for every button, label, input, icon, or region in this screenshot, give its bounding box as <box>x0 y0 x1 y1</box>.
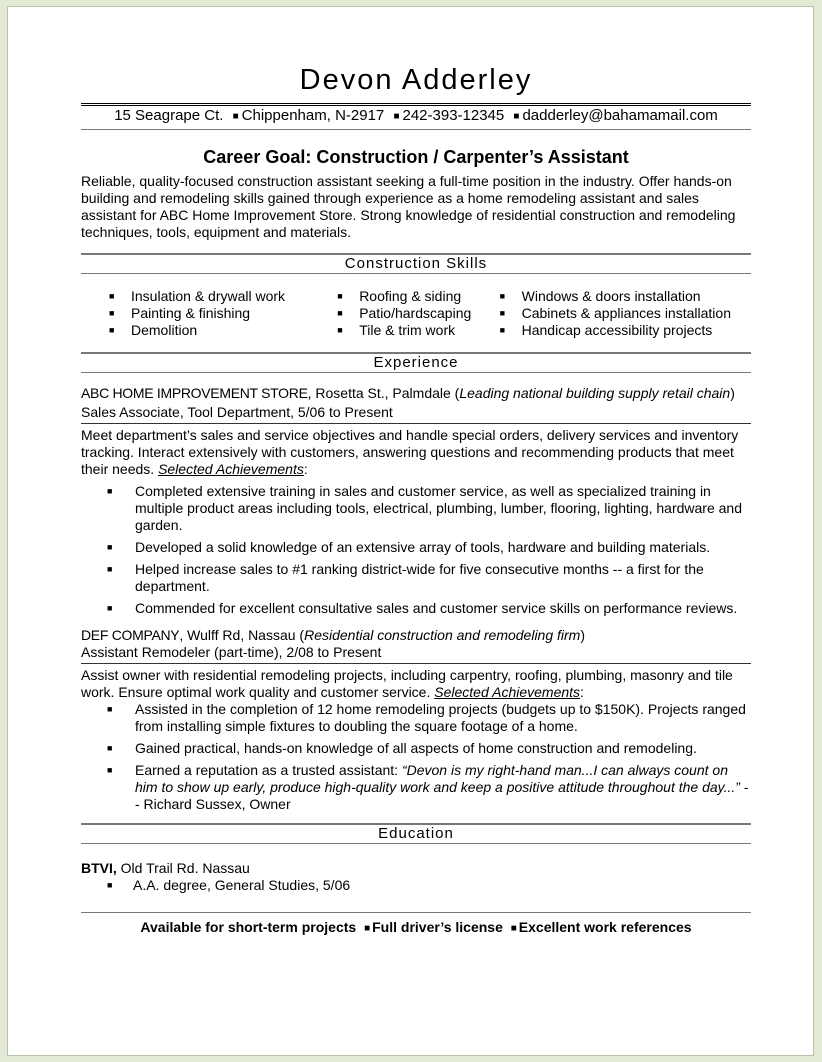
achievement-item: ■ Gained practical, hands-on knowledge of all aspects of home construction and remodeling. <box>107 740 697 756</box>
contact-line <box>81 107 751 126</box>
job-entry <box>81 385 751 617</box>
square-bullet-icon: ■ <box>107 542 113 552</box>
square-bullet-icon: ■ <box>107 603 113 613</box>
email: dadderley@bahamamail.com <box>522 107 718 124</box>
job-summary: Meet department’s sales and service objectives and handle special orders, delivery services and inventory tracking. Interact extensively with customers, answering questions and recommending products that meet their needs. Selected Achievements: <box>81 427 739 477</box>
section-title: Experience <box>373 354 459 371</box>
square-bullet-icon: ■ <box>337 308 343 318</box>
company-description: Residential construction and remodeling firm <box>304 627 581 643</box>
skills-column <box>81 288 337 339</box>
square-bullet-icon: ■ <box>107 765 113 775</box>
job-employer: DEF COMPANY, Wulff Rd, Nassau (Residential construction and remodeling firm) <box>81 627 586 643</box>
company-name: DEF COMPANY <box>81 627 180 643</box>
testimonial-author: -- Richard Sussex, Owner <box>135 779 749 812</box>
company-name: ABC HOME IMPROVEMENT STORE <box>81 385 308 401</box>
header-divider <box>81 103 751 106</box>
skill-item: ■ Demolition <box>109 322 198 338</box>
school-name: BTVI, <box>81 860 117 876</box>
achievement-item: ■ Assisted in the completion of 12 home remodeling projects (budgets up to $150K). Projects ranged from installing simple fixtures to doubling the square footage of a home. <box>107 701 746 734</box>
square-bullet-icon: ■ <box>364 923 371 934</box>
square-bullet-icon: ■ <box>393 111 400 122</box>
square-bullet-icon: ■ <box>109 291 115 301</box>
career-goal-summary: Reliable, quality-focused construction assistant seeking a full-time position in the industry. Offer hands-on building and remodeling skills gained through experience as a home remodeling assistant and sales assistant for ABC Home Improvement Store. Strong knowledge of residential construction and remodeling techniques, tools, equipment and materials. <box>81 173 736 240</box>
skills-column <box>500 288 751 339</box>
section-title: Construction Skills <box>344 255 488 272</box>
square-bullet-icon: ■ <box>232 111 239 122</box>
job-dates: , 2/08 to Present <box>278 644 382 660</box>
square-bullet-icon: ■ <box>107 880 113 890</box>
experience-section-header <box>81 352 751 373</box>
square-bullet-icon: ■ <box>510 923 517 934</box>
achievement-item: ■ Completed extensive training in sales and customer service, as well as specialized training in multiple product areas including tools, electrical, plumbing, lumber, flooring, lighting, hardware and garden. <box>107 483 742 533</box>
achievements-label: Selected Achievements <box>434 684 581 700</box>
company-description: Leading national building supply retail chain <box>459 385 731 401</box>
skill-item: ■ Handicap accessibility projects <box>499 322 713 338</box>
job-divider <box>81 423 751 424</box>
section-title: Education <box>378 825 454 842</box>
career-goal-title: Career Goal: Construction / Carpenter’s Assistant <box>203 147 629 167</box>
city: Chippenham, N-2917 <box>241 107 385 124</box>
square-bullet-icon: ■ <box>109 308 115 318</box>
square-bullet-icon: ■ <box>337 325 343 335</box>
document-page <box>7 6 814 1056</box>
achievement-item: ■ Earned a reputation as a trusted assistant: “Devon is my right-hand man...I can always count on him to show up early, produce high-quality work and keep a positive attitude throughout the day...” -- Richard Sussex, Owner <box>107 762 749 812</box>
skill-item: ■ Tile & trim work <box>337 322 456 338</box>
job-role <box>81 404 751 421</box>
skill-item: ■ Painting & finishing <box>109 305 251 321</box>
skill-item: ■ Cabinets & appliances installation <box>499 305 731 321</box>
education-section-header <box>81 823 751 844</box>
skills-list <box>81 288 751 339</box>
square-bullet-icon: ■ <box>107 486 113 496</box>
contact-divider <box>81 129 751 130</box>
phone: 242-393-12345 <box>402 107 505 124</box>
achievement-item: ■ Commended for excellent consultative sales and customer service skills on performance reviews. <box>107 600 738 616</box>
job-entry <box>81 627 751 813</box>
job-dates: , 5/06 to Present <box>290 404 393 420</box>
square-bullet-icon: ■ <box>499 291 506 301</box>
job-role <box>81 644 751 661</box>
skill-item: ■ Roofing & siding <box>337 288 462 304</box>
education-school <box>81 860 751 877</box>
square-bullet-icon: ■ <box>107 564 113 574</box>
candidate-name: Devon Adderley <box>299 64 533 96</box>
job-title: Assistant Remodeler (part-time) <box>81 644 279 660</box>
footer-highlights: Available for short-term projects ■ Full driver’s license ■ Excellent work references <box>140 919 692 935</box>
testimonial-quote: “Devon is my right-hand man...I can always count on him to show up early, produce high-quality work and keep a positive attitude throughout the day...” <box>135 762 740 795</box>
achievements-list <box>81 483 751 617</box>
skills-column <box>337 288 499 339</box>
square-bullet-icon: ■ <box>107 704 113 714</box>
job-divider <box>81 663 751 664</box>
square-bullet-icon: ■ <box>337 291 343 301</box>
achievement-item: ■ Developed a solid knowledge of an extensive array of tools, hardware and building materials. <box>107 539 711 555</box>
job-employer: ABC HOME IMPROVEMENT STORE, Rosetta St., Palmdale (Leading national building supply retail chain) <box>81 385 735 401</box>
job-title: Sales Associate, Tool Department <box>81 404 291 420</box>
achievements-list <box>81 701 751 813</box>
degree: A.A. degree, General Studies, 5/06 <box>133 877 351 893</box>
achievement-item: ■ Helped increase sales to #1 ranking district-wide for five consecutive months -- a first for the department. <box>107 561 704 594</box>
square-bullet-icon: ■ <box>499 325 506 335</box>
skill-item: ■ Patio/hardscaping <box>337 305 472 321</box>
square-bullet-icon: ■ <box>513 111 520 122</box>
square-bullet-icon: ■ <box>107 743 113 753</box>
resume-body <box>81 7 751 937</box>
square-bullet-icon: ■ <box>109 325 115 335</box>
skill-item: ■ Windows & doors installation <box>499 288 701 304</box>
footer-divider <box>81 912 751 913</box>
achievements-label: Selected Achievements <box>158 461 304 477</box>
skill-item: ■ Insulation & drywall work <box>109 288 286 304</box>
job-summary: Assist owner with residential remodeling projects, including carpentry, roofing, plumbing, masonry and tile work. Ensure optimal work quality and customer service. Selected Achievements: <box>81 667 733 700</box>
school-location: Old Trail Rd. Nassau <box>116 860 250 876</box>
skills-section-header <box>81 253 751 274</box>
education-item <box>81 877 751 894</box>
address: 15 Seagrape Ct. <box>114 107 224 124</box>
square-bullet-icon: ■ <box>499 308 506 318</box>
